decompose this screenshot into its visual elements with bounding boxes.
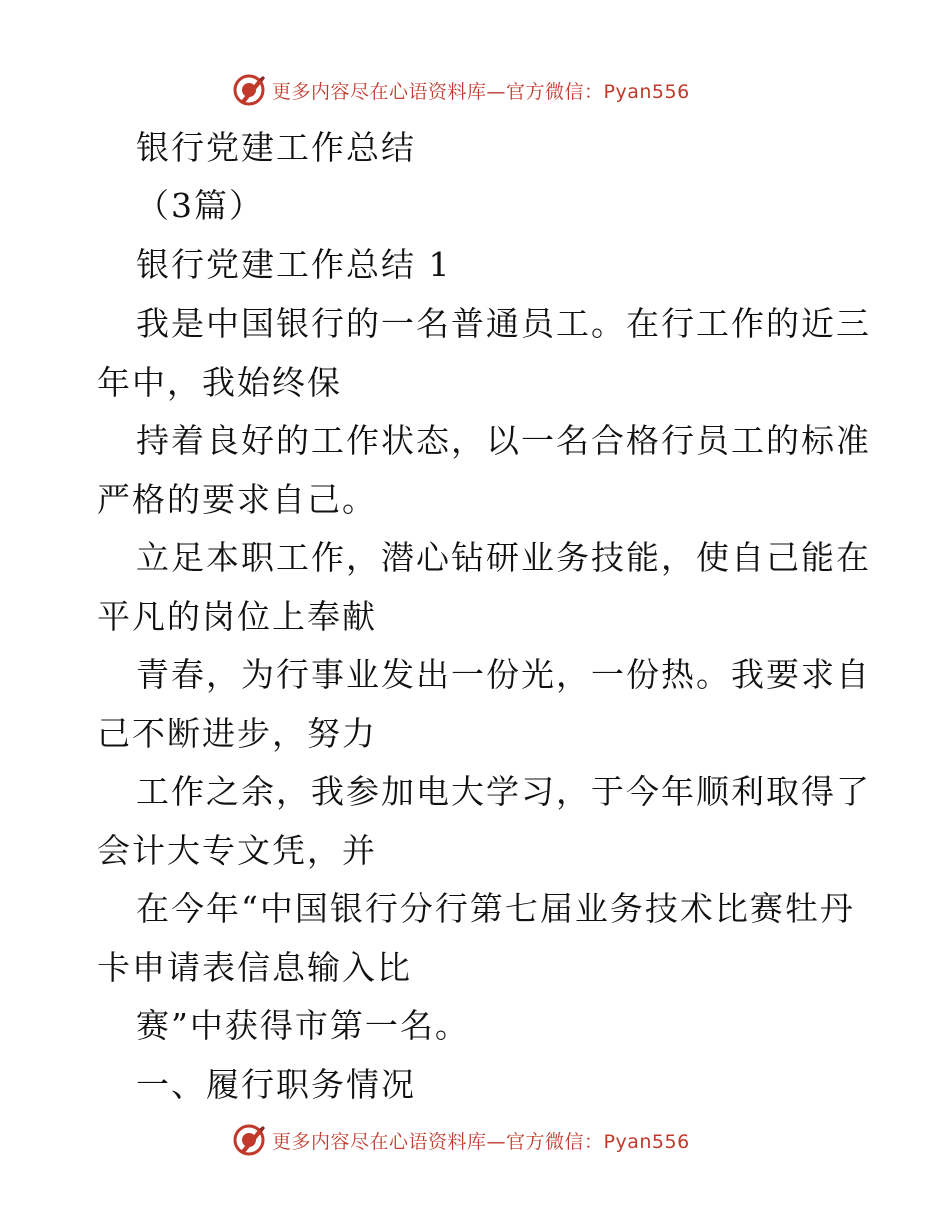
paragraph-line: 工作之余，我参加电大学习，于今年顺利取得了 xyxy=(136,772,871,811)
section-heading: 银行党建工作总结 1 xyxy=(136,245,452,284)
document-title: 银行党建工作总结 xyxy=(136,128,416,167)
paragraph-line: 平凡的岗位上奉献 xyxy=(97,597,377,636)
paragraph-line: 青春，为行事业发出一份光，一份热。我要求自 xyxy=(136,655,871,694)
paragraph-line: 会计大专文凭，并 xyxy=(97,831,377,870)
section-subheading: 一、履行职务情况 xyxy=(136,1065,416,1104)
paragraph-line: 持着良好的工作状态，以一名合格行员工的标准 xyxy=(136,421,871,460)
paragraph-line: 严格的要求自己。 xyxy=(97,480,377,519)
paragraph-line: 己不断进步，努力 xyxy=(97,714,377,753)
paragraph-line: 立足本职工作，潜心钻研业务技能，使自己能在 xyxy=(136,538,871,577)
pen-logo-icon xyxy=(232,73,266,107)
paragraph-line: 卡申请表信息输入比 xyxy=(97,948,412,987)
paragraph-line: 年中，我始终保 xyxy=(97,363,342,402)
watermark-banner-top xyxy=(232,72,690,108)
paragraph-line: 赛”中获得市第一名。 xyxy=(136,1006,470,1045)
watermark-text: 更多内容尽在心语资料库—官方微信：Pyan556 xyxy=(272,1130,690,1153)
document-subtitle: （3篇） xyxy=(136,186,264,225)
watermark-banner-bottom xyxy=(232,1122,690,1158)
pen-logo-icon xyxy=(232,1123,266,1157)
paragraph-line: 在今年“中国银行分行第七届业务技术比赛牡丹 xyxy=(136,889,855,928)
paragraph-line: 我是中国银行的一名普通员工。在行工作的近三 xyxy=(136,304,871,343)
watermark-text: 更多内容尽在心语资料库—官方微信：Pyan556 xyxy=(272,80,690,103)
